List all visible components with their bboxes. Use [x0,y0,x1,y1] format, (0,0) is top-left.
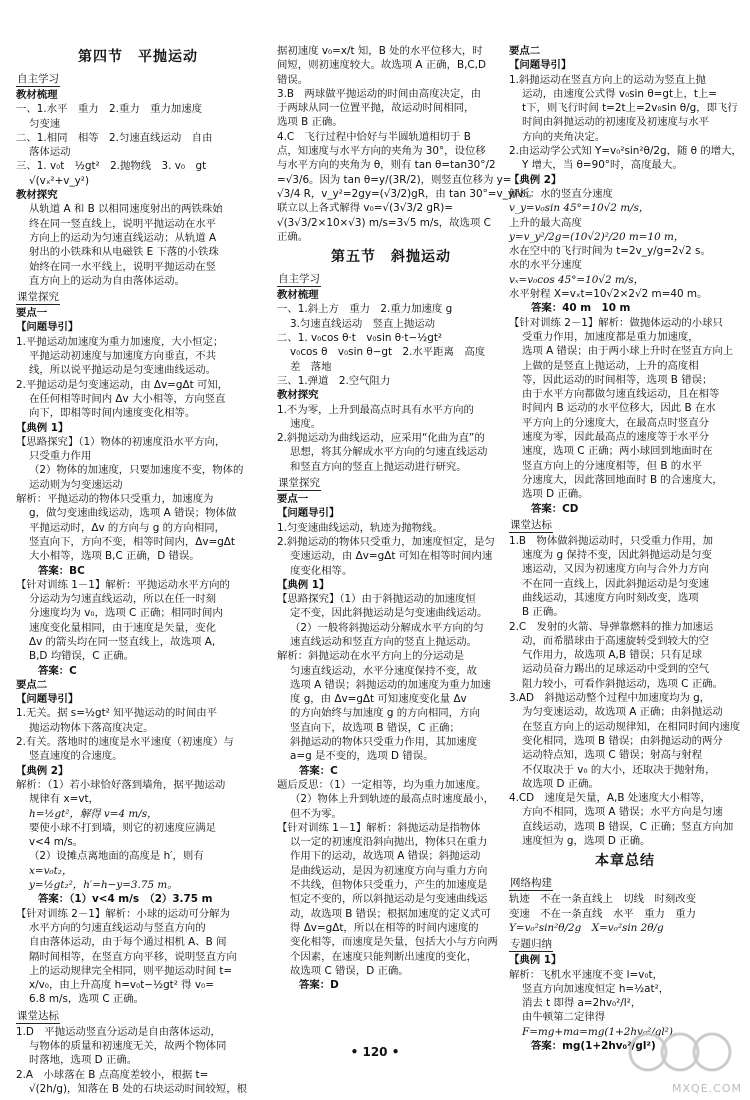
text-line: 解析：水的竖直分速度 [509,187,613,200]
text-line: 二、1. v₀cos θ·t v₀sin θ·t−½gt² [277,332,443,345]
text-line: 答案：（1）v<4 m/s （2）3.75 m [38,893,213,906]
section-title: 第五节 斜抛运动 [331,249,451,266]
section-tab: 课堂探究 [278,477,320,490]
text-line: 度 g，由 Δv=gΔt 可知速度变化量 Δv [290,693,467,706]
text-line: √3/4 R，v_y²=2gy=(√3/2)gR，由 tan 30°=v_y/v₀。 [277,187,539,200]
text-line: 于两球从同一位置平抛，故运动时间相同， [277,102,475,115]
text-line: 自由落体运动，由于每个通过相机 A、B 间 [29,936,227,949]
page-number: • 120 • [350,1045,400,1059]
text-line: 3.匀速直线运动 竖直上抛运动 [290,317,435,330]
text-line: （2）一般将斜抛运动分解成水平方向的匀 [290,621,484,634]
text-line: 选项 D 正确。 [522,488,589,501]
text-line: 由牛顿第二定律得 [522,1011,606,1024]
text-line: 隔时间相等，在竖直方向平移，说明竖直方向 [29,950,237,963]
text-line: v₀cos θ v₀sin θ−gt 2.水平距离 高度 [290,346,486,359]
text-line: 射出的小铁珠和从电磁铁 E 下落的小铁珠 [29,246,219,259]
text-line: 竖直方向上的分速度相等，但 B 的水平 [522,459,702,472]
text-line: 选项 A 错误；斜抛运动的加速度为重力加速 [290,678,491,691]
text-line: 【问题导引】 [277,507,340,520]
text-line: 变化相同，选项 B 错误；由斜抛运动的两分 [522,734,723,747]
text-line: 【问题导引】 [16,321,79,334]
text-line: 时落地，选项 D 正确。 [29,1054,138,1067]
text-line: 受重力作用，加速度都是重力加速度， [522,330,699,343]
text-line: 联立以上各式解得 v₀=√(3√3/2 gR)= [277,202,453,215]
text-line: a=g 是不变的，选项 D 错误。 [290,750,434,763]
text-line: x=v₀t₂， [29,864,73,877]
text-line: F=mg+ma=mg(1+2hv₀²/gl²)。 [522,1025,684,1038]
section-tab: 专题归纳 [510,938,552,951]
text-line: 与物体的质量和初速度无关，故两个物体同 [29,1040,227,1052]
text-line: 2.有关。落地时的速度是水平速度（初速度）与 [16,736,234,749]
text-line: （2）物体上升到轨迹的最高点时速度最小， [290,793,495,806]
text-line: 在任何相等时间内 Δv 大小相等，方向竖直 [29,392,226,405]
text-line: 1.无关。据 s=½gt² 知平抛运动的时间由平 [16,707,218,720]
text-line: 得 Δv=gΔt，所以在相等的时间内速度的 [290,921,479,934]
text-line: 差 落地 [290,360,332,373]
text-line: 时间内 B 运动的水平位移大，因此 B 在水 [522,402,716,415]
text-line: 向下，即相等时间内速度变化相等。 [29,407,196,420]
text-line: 三、1. v₀t ½gt² 2.抛物线 3. v₀ gt [16,160,207,173]
text-line: t下，则飞行时间 t=2t上=2v₀sin θ/g，即飞行 [522,102,738,115]
text-line: 错误。 [277,73,309,86]
text-line: √(2h/g)，知落在 B 处的石块运动时间较短，根 [29,1082,248,1095]
text-line: 平抛运动初速度与加速度方向垂直，不共 [29,350,217,363]
text-line: 2.斜抛运动的物体只受重力，加速度恒定，是匀 [277,535,495,548]
text-line: 是曲线运动，是因为初速度方向与重力方向 [290,864,488,877]
column-right [509,44,741,1053]
section-tab: 课堂达标 [17,1009,59,1022]
section-title: 第四节 平抛运动 [78,49,198,65]
section-tab: 自主学习 [17,73,59,85]
text-line: 故选项 D 正确。 [522,777,599,790]
text-line: 选项 B 正确。 [277,116,343,129]
text-line: 据初速度 v₀=x/t 知，B 处的水平位移大，时 [277,45,483,57]
text-line: 分速度大，因此落回地面时 B 的合速度大， [522,473,723,486]
text-line: 水平射程 X=vₓt=10√2×2√2 m=40 m。 [509,288,708,301]
text-line: （2）设摊点离地面的高度是 h′，则有 [29,850,204,863]
text-line: 【针对训练 2－1】解析：做抛体运动的小球只 [509,316,723,329]
text-line: 竖直速度的合速度。 [29,750,123,763]
text-line: 4.C 飞行过程中恰好与半圆轨道相切于 B [277,130,471,143]
section-tab: 课堂探究 [17,291,59,304]
text-line: 直线运动，选项 B 错误，C 正确；竖直方向加 [522,820,734,833]
text-line: 解析：飞机水平速度不变 l=v₀t， [509,968,663,981]
text-line: 1.D 平抛运动竖直分运动是自由落体运动， [16,1025,221,1038]
text-line: 1.平抛运动加速度为重力加速度，大小恒定； [16,335,224,348]
text-line: 3.B 两球做平抛运动的时间由高度决定，由 [277,87,482,100]
text-line: 选项 A 错误；由于两小球上升时在竖直方向上 [522,345,734,358]
text-line: 答案：D [299,979,339,992]
text-line: 间短，则初速度较大。故选项 A 正确，B,C,D [277,59,486,72]
text-line: 要点二 [16,678,48,691]
text-line: 1.B 物体做斜抛运动时，只受重力作用，加 [509,534,714,547]
text-line: 轨迹 不在一条直线上 切线 时刻改变 [509,893,697,906]
text-line: 一、1.水平 重力 2.重力 重力加速度 [16,103,203,116]
text-line: 作用下的运动，故选项 A 错误；斜抛运动 [290,850,481,863]
text-line: 由于水平方向都做匀速直线运动，且在相等 [522,388,720,401]
text-line: 【针对训练 1－1】解析：斜抛运动是指物体 [277,821,481,834]
text-line: 答案：40 m 10 m [531,302,631,315]
text-line: 4.CD 速度是矢量，A,B 处速度大小相等， [509,792,711,805]
text-line: B 正确。 [522,606,564,619]
text-line: 变化相等，而速度是矢量，包括大小与方向两 [290,936,498,949]
text-line: 【典例 2】 [16,764,69,777]
text-line: 平方向上的分速度大，在最高点时竖直分 [522,416,710,429]
text-line: 【典例 1】 [16,421,69,434]
text-line: 等，因此运动的时间相等，选项 B 错误； [522,373,713,386]
text-line: 动，而希腊球由于高速旋转受到较大的空 [522,634,710,647]
text-line: 匀变速 [29,117,61,130]
text-line: 要使小球不打到墙，则它的初速度应满足 [29,821,217,834]
text-line: 上的运动规律完全相同，则平抛运动时间 t= [29,964,233,977]
text-line: 不仅取决于 v₀ 的大小，还取决于抛射角， [522,763,716,776]
text-line: 三、1.弹道 2.空气阻力 [277,374,391,387]
text-line: 变速运动，由 Δv=gΔt 可知在相等时间内速 [290,550,493,563]
text-line: 一、1.斜上方 重力 2.重力加速度 g [277,303,453,316]
text-line: 教材梳理 [16,89,58,101]
text-line: 运动员奋力踢出的足球运动中受到的空气 [522,663,710,676]
text-line: 二、1.相同 相等 2.匀速直线运动 自由 [16,131,213,144]
text-line: 线，所以说平抛运动是匀变速曲线运动。 [29,364,217,377]
text-line: 故选项 C 错误，D 正确。 [290,964,409,977]
text-line: 答案：BC [38,564,85,577]
text-line: 2.斜抛运动为曲线运动，应采用“化曲为直”的 [277,432,485,445]
text-line: 答案：C [299,764,338,777]
text-line: 速度恒为 g，选项 D 正确。 [522,835,651,848]
text-line: 速度为 g 保持不变，因此斜抛运动是匀变 [522,549,712,562]
text-line: 变速 不在一条直线 水平 重力 重力 [509,907,697,920]
text-line: 规律有 x=vt， [29,793,99,806]
text-line: 不在同一直线上，因此斜抛运动是匀变速 [522,577,710,590]
text-line: h=½gt²，解得 v=4 m/s， [29,807,158,820]
text-line: v_y=v₀sin 45°=10√2 m/s， [509,202,650,215]
text-line: 分运动为匀速直线运动，所以在任一时刻 [29,593,217,606]
text-line: y=½gt₂²，h′=h−y=3.75 m。 [29,879,178,892]
text-line: 竖直向下，故选项 B 错误，C 正确； [290,721,460,734]
text-line: 运动特点知，选项 C 错误；射高与射程 [522,749,703,762]
text-line: √(vₓ²+v_y²) [29,174,90,187]
text-line: 【问题导引】 [509,59,572,72]
text-line: 速度变化量相同，由于速度是矢量，变化 [29,621,217,634]
text-line: 上做的是竖直上抛运动，上升的高度相 [522,359,699,372]
text-line: 以一定的初速度沿斜向抛出，物体只在重力 [290,836,488,849]
text-line: 时间由斜抛运动的初速度及初速度与水平 [522,116,710,129]
text-line: 【典例 1】 [509,954,562,967]
text-line: 平抛运动时，Δv 的方向与 g 的方向相同， [29,521,226,534]
text-line: 教材探究 [16,189,58,202]
text-line: 6.8 m/s，选项 C 正确。 [29,993,145,1006]
text-line: 要点一 [277,493,309,506]
text-line: 3.AD 斜抛运动整个过程中加速度均为 g， [509,692,711,705]
text-line: 解析：平抛运动的物体只受重力，加速度为 [16,493,214,506]
text-line: 水在空中的飞行时间为 t=2v_y/g=2√2 s。 [509,245,711,258]
text-line: 【针对训练 1－1】解析：平抛运动水平方向的 [16,578,230,591]
section-tab: 网络构建 [510,877,552,890]
section-tab: 课堂达标 [510,518,552,531]
section-title: 本章总结 [595,853,655,870]
text-line: 气作用力，故选项 A,B 错误；只有足球 [522,649,703,662]
text-line: 的方向始终与加速度 g 的方向相同，方向 [290,707,480,720]
text-line: Y=v₀²sin²θ/2g X=v₀²sin 2θ/g [509,921,664,934]
text-line: 答案：mg(1+2hv₀²/gl²) [531,1040,656,1052]
text-line: 正确。 [277,230,309,243]
text-line: 点，知速度与水平方向的夹角为 30°，设位移 [277,145,486,158]
text-line: y=v_y²/2g=(10√2)²/20 m=10 m， [509,230,685,243]
text-line: 2.由运动学公式知 Y=v₀²sin²θ/2g，随 θ 的增大， [509,145,742,158]
text-line: 水平方向的匀速直线运动与竖直方向的 [29,921,206,934]
text-line: 但不为零。 [290,807,342,820]
text-line: 要点一 [16,307,48,320]
text-line: x/v₀，由上升高度 h=v₀t−½gt² 得 v₀= [29,979,214,992]
text-line: 1.匀变速曲线运动，轨迹为抛物线。 [277,521,443,534]
text-line: 水的水平分速度 [509,259,582,272]
text-line: 运动，由速度公式得 v₀sin θ=gt上，t上= [522,87,718,100]
text-line: 定不变，因此斜抛运动是匀变速曲线运动。 [290,607,488,620]
text-line: 不共线，但物体只受重力，产生的加速度是 [290,879,488,892]
text-line: 斜抛运动的物体只受重力作用，其加速度 [290,736,478,749]
text-line: vₓ=v₀cos 45°=10√2 m/s， [509,273,644,286]
section-tab: 自主学习 [278,273,320,286]
text-line: 答案：CD [531,502,579,515]
text-line: 2.平抛运动是匀变速运动，由 Δv=gΔt 可知， [16,378,229,391]
text-line: 速度，选项 C 正确；两小球回到地面时在 [522,445,713,458]
text-line: 【思路探究】（1）由于斜抛运动的加速度恒 [277,593,476,606]
text-line: 动，故选项 B 错误；根据加速度的定义式可 [290,907,491,920]
text-line: 直方向上的运动为自由落体运动。 [29,274,185,287]
text-line: 个因素，在速度只能判断出速度的变化， [290,950,478,963]
text-line: 2.A 小球落在 B 点高度差较小，根据 t= [16,1068,209,1081]
text-line: 消去 t 即得 a=2hv₀²/l²， [522,997,642,1010]
text-line: 从轨道 A 和 B 以相同速度射出的两铁珠始 [29,203,223,216]
text-line: √(3√3/2×10×√3) m/s=3√5 m/s，故选项 C [277,216,491,229]
text-line: 匀速直线运动，水平分速度保持不变，故 [290,664,478,677]
text-line: v<4 m/s。 [29,836,84,849]
text-line: 方向的夹角决定。 [522,130,606,143]
text-line: 曲线运动，其速度方向时刻改变，选项 [522,591,699,604]
text-line: 【思路探究】（1）物体的初速度沿水平方向， [16,435,226,448]
text-line: 上升的最大高度 [509,216,582,229]
text-line: 速运动，又因为初速度方向与合外力方向 [522,563,710,576]
text-line: 落体运动 [29,146,71,159]
text-line: 方向不相同，选项 A 错误；水平方向是匀速 [522,806,723,819]
text-line: 方向上的运动为匀速直线运动；从轨道 A [29,231,217,244]
column-left [16,44,260,1096]
text-line: 题后反思：（1）一定相等，均为重力加速度。 [277,778,487,791]
text-line: 解析：斜抛运动在水平方向上的分运动是 [277,650,465,663]
text-line: 【典例 1】 [277,578,330,591]
text-line: 要点二 [509,45,541,57]
text-line: 分速度均为 v₀，选项 C 正确；相同时间内 [29,607,223,620]
text-line: 教材梳理 [277,289,319,302]
text-line: 【典例 2】 [509,173,562,186]
text-line: 1.斜抛运动在竖直方向上的运动为竖直上抛 [509,73,706,86]
text-line: 竖直向下，方向不变，相等时间内，Δv=gΔt [29,535,235,548]
text-line: B,D 均错误，C 正确。 [29,650,135,663]
text-line: 大小相等，选项 B,C 正确，D 错误。 [29,550,200,563]
text-line: 终在同一竖直线上，说明平抛运动在水平 [29,217,217,230]
text-line: 度变化相等。 [290,564,353,577]
text-line: 阻力较小，可看作斜抛运动，选项 C 正确。 [522,677,723,690]
text-line: 始终在同一水平线上，说明平抛运动在竖 [29,260,217,273]
text-line: 【问题导引】 [16,693,79,706]
text-line: 解析：（1）若小球恰好落到墙角，据平抛运动 [16,778,226,791]
text-line: 和竖直方向的竖直上抛运动进行研究。 [290,460,467,473]
text-line: 为匀变速运动，故选项 A 正确；由斜抛运动 [522,706,723,719]
text-line: 速度。 [290,417,322,430]
text-line: 答案：C [38,664,77,677]
text-line: Y 增大，当 θ=90°时，高度最大。 [522,159,683,172]
text-line: 思想，将其分解成水平方向的匀速直线运动 [290,446,488,459]
text-line: 2.C 发射的火箭、导弹靠燃料的推力加速运 [509,620,714,633]
text-line: g，做匀变速曲线运动，选项 A 错误；物体做 [29,507,237,520]
text-line: 运动则为匀变速运动 [29,478,123,491]
text-line: （2）物体的加速度，只要加速度不变，物体的 [29,464,244,477]
text-line: 1.不为零，上升到最高点时具有水平方向的 [277,403,474,416]
watermark-text: MXQE.COM [672,1081,742,1095]
text-line: =√3/6。因为 tan θ=y/(3R/2)，则竖直位移为 y= [277,173,512,186]
text-line: 在竖直方向上的运动规律知，在相同时间内速度 [522,720,741,733]
text-line: 速度为零，因此最高点的速度等于水平分 [522,431,710,444]
text-line: Δv 的箭头均在同一竖直线上，故选项 A, [29,635,216,648]
text-line: 抛运动物体下落高度决定。 [29,721,154,734]
text-line: 竖直方向加速度恒定 h=½at²， [522,982,670,995]
text-line: 恒定不变的，所以斜抛运动是匀变速曲线运 [290,893,488,906]
text-line: 教材探究 [277,389,319,402]
text-line: 只受重力作用 [29,450,92,463]
text-line: 与水平方向的夹角为 θ，则有 tan θ=tan30°/2 [277,159,496,172]
text-line: 速直线运动和竖直方向的竖直上抛运动。 [290,635,478,648]
text-line: 【针对训练 2－1】解析：小球的运动可分解为 [16,907,230,920]
